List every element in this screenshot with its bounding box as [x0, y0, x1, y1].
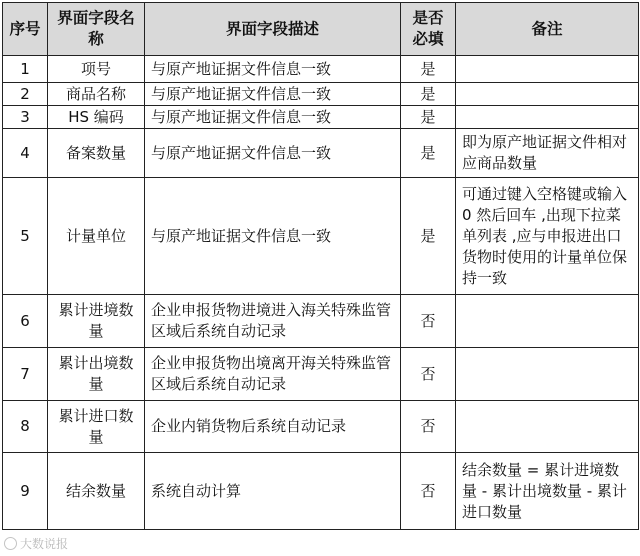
cell-required: 是 [401, 178, 456, 295]
watermark-text: 大数说报 [20, 537, 69, 551]
cell-required: 是 [401, 83, 456, 106]
cell-desc: 与原产地证据文件信息一致 [145, 129, 401, 178]
cell-seq: 4 [3, 129, 48, 178]
cell-name: 备案数量 [48, 129, 145, 178]
header-name: 界面字段名称 [48, 3, 145, 56]
cell-remarks [456, 401, 639, 453]
field-table [2, 2, 639, 530]
cell-remarks: 可通过键入空格键或输入 0 然后回车 ,出现下拉菜单列表 ,应与申报进出口货物时使用的计量单位保持一致 [456, 178, 639, 295]
table-row [3, 129, 639, 178]
cell-desc: 与原产地证据文件信息一致 [145, 83, 401, 106]
cell-desc: 与原产地证据文件信息一致 [145, 56, 401, 83]
table-row [3, 106, 639, 129]
table-row [3, 401, 639, 453]
table-row [3, 83, 639, 106]
watermark-logo-icon [4, 537, 17, 550]
cell-remarks [456, 56, 639, 83]
cell-required: 是 [401, 129, 456, 178]
cell-seq: 8 [3, 401, 48, 453]
cell-required: 是 [401, 106, 456, 129]
cell-name: 累计进口数量 [48, 401, 145, 453]
header-desc: 界面字段描述 [145, 3, 401, 56]
cell-remarks [456, 348, 639, 401]
table-row [3, 178, 639, 295]
header-required: 是否必填 [401, 3, 456, 56]
cell-desc: 企业申报货物进境进入海关特殊监管区域后系统自动记录 [145, 295, 401, 348]
cell-desc: 企业内销货物后系统自动记录 [145, 401, 401, 453]
header-seq: 序号 [3, 3, 48, 56]
header-row [3, 3, 639, 56]
cell-seq: 3 [3, 106, 48, 129]
cell-desc: 企业申报货物出境离开海关特殊监管区域后系统自动记录 [145, 348, 401, 401]
cell-name: 累计进境数量 [48, 295, 145, 348]
cell-required: 否 [401, 295, 456, 348]
cell-desc: 与原产地证据文件信息一致 [145, 106, 401, 129]
cell-required: 否 [401, 348, 456, 401]
table-row [3, 453, 639, 530]
cell-name: 计量单位 [48, 178, 145, 295]
cell-seq: 5 [3, 178, 48, 295]
cell-seq: 6 [3, 295, 48, 348]
cell-seq: 2 [3, 83, 48, 106]
cell-remarks: 即为原产地证据文件相对应商品数量 [456, 129, 639, 178]
cell-seq: 1 [3, 56, 48, 83]
table-body [3, 56, 639, 530]
table-row [3, 348, 639, 401]
cell-name: 累计出境数量 [48, 348, 145, 401]
cell-name: HS 编码 [48, 106, 145, 129]
cell-seq: 7 [3, 348, 48, 401]
cell-required: 否 [401, 401, 456, 453]
cell-name: 商品名称 [48, 83, 145, 106]
header-remarks: 备注 [456, 3, 639, 56]
cell-remarks [456, 83, 639, 106]
cell-remarks [456, 106, 639, 129]
cell-required: 是 [401, 56, 456, 83]
cell-name: 项号 [48, 56, 145, 83]
cell-required: 否 [401, 453, 456, 530]
cell-seq: 9 [3, 453, 48, 530]
table-row [3, 295, 639, 348]
cell-remarks [456, 295, 639, 348]
table-row [3, 56, 639, 83]
cell-desc: 与原产地证据文件信息一致 [145, 178, 401, 295]
watermark [4, 535, 68, 552]
cell-name: 结余数量 [48, 453, 145, 530]
cell-desc: 系统自动计算 [145, 453, 401, 530]
cell-remarks: 结余数量 = 累计进境数量 - 累计出境数量 - 累计进口数量 [456, 453, 639, 530]
